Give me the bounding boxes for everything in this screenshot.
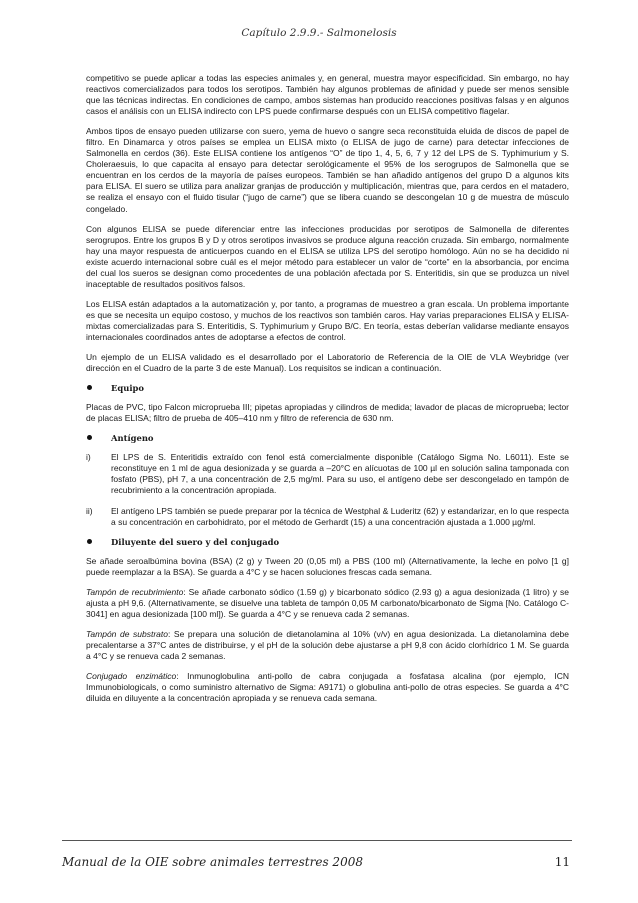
bullet-icon [87,435,92,440]
term-label: Tampón de recubrimiento [86,586,184,597]
list-item-number: i) [86,452,91,463]
document-body [86,73,569,713]
page-number: 11 [554,855,570,869]
paragraph-equipo: Placas de PVC, tipo Falcon microprueba III; pipetas apropiadas y cilindros de medida; lavador de placas de microprueba; lector de placas ELISA; filtro de prueba de 405–410 nm y filtro de referencia de 630 nm. [86,402,569,424]
section-heading-equipo: Equipo [86,383,569,394]
bullet-icon [87,539,92,544]
bullet-icon [87,385,92,390]
paragraph-diferenciar: Con algunos ELISA se puede diferenciar entre las infecciones producidas por serotipos de Salmonella de diferentes serogrupos. Entre los grupos B y D y otros serotipos invasivos se produce alguna reacción cruzada. Sin embargo, normalmente hay una mayor respuesta de anticuerpos cuando en el ELISA se utiliza LPS del serotipo homólogo. Aún no se ha decidido ni existe acuerdo internacional sobre cuál es el mejor método para establecer un valor de “corte” en la absorbancia, por encima del cual los sueros se designan como procedentes de una población afectada por S. Enteritidis, sin que se produzca un nivel inaceptable de resultados positivos falsos. [86,223,569,289]
term-label: Tampón de substrato [86,628,168,639]
paragraph-tampon-substrato: Tampón de substrato: Se prepara una solución de dietanolamina al 10% (v/v) en agua desionizada. La dietanolamina debe precalentarse a 37°C antes de distribuirse, y el pH de la solución debe ajustarse a pH 9,8 con ácido clorhídrico 1 M. Se guarda a 4°C y se renueva cada 2 semanas. [86,628,569,661]
list-item-number: ii) [86,505,93,516]
term-label: Conjugado enzimático [86,671,177,682]
paragraph-tampon-recubrimiento: Tampón de recubrimiento: Se añade carbonato sódico (1.59 g) y bicarbonato sódico (2.93 g) a agua desionizada (1 litro) y se ajusta a pH 9,6. (Alternativamente, se disuelve una tableta de tampón 0,05 M carbonato/bicarbonato de Sigma [No. Catálogo C-3041] en agua desionizada [100 ml]). Se guarda a 4°C y se renueva cada 2 semanas. [86,586,569,619]
running-header: Capítulo 2.9.9.- Salmonelosis [241,27,397,39]
list-item-antigeno-2 [86,506,569,528]
list-item-antigeno-1 [86,452,569,496]
paragraph-tipos-ensayo: Ambos tipos de ensayo pueden utilizarse con suero, yema de huevo o sangre seca reconstituida eluida de discos de papel de filtro. En Dinamarca y otros países se emplea un ELISA mixto (o ELISA de jugo de carne) para detectar infecciones de Salmonella en cerdos (36). Este ELISA contiene los antígenos “O” de tipo 1, 4, 5, 6, 7 y 12 del LPS de S. Typhimurium y S. Choleraesuis, lo que capacita al ensayo para detectar serológicamente el 95% de los serogrupos de Salmonella que se encuentran en los cerdos de la mayoría de países europeos. También se han añadido antígenos del grupo D a algunos kits para ELISA. El suero se utiliza para analizar granjas de producción y multiplicación, mientras que, para cerdos en el matadero, se realiza el ensayo con el fluido tisular (“jugo de carne”) que se libera cuando se descongelan 10 g de muestra de músculo congelado. [86,126,569,214]
paragraph-competitivo: competitivo se puede aplicar a todas las especies animales y, en general, muestra mayor especificidad. Sin embargo, no hay reactivos comercializados para todos los serotipos. También hay algunos problemas de afinidad y puede ser menos sensible que las técnicas indirectas. En condiciones de campo, ambos sistemas han producido reacciones positivas falsas y en algunos casos el análisis con un ELISA indirecto con LPS puede confirmarse después con un ELISA competitivo flagelar. [86,73,569,117]
paragraph-automatizacion: Los ELISA están adaptados a la automatización y, por tanto, a programas de muestreo a gran escala. Un problema importante es que se necesita un equipo costoso, y muchos de los reactivos son también caros. Hay varias preparaciones ELISA y ELISA-mixtas comercializadas para S. Enteritidis, S. Typhimurium y Grupo B/C. En teoría, estas deberían validarse mediante ensayos internacionales coordinados antes de adoptarse a efectos de control. [86,298,569,342]
section-heading-diluyente: Diluyente del suero y del conjugado [86,537,569,548]
section-heading-antigeno: Antígeno [86,433,569,444]
paragraph-conjugado: Conjugado enzimático: Inmunoglobulina anti-pollo de cabra conjugada a fosfatasa alcalina (por ejemplo, ICN Immunobiologicals, o como suministro alternativo de Sigma: A9171) o globulina anti-pollo de otras especies. Se guarda a 4°C diluida en diluyente a la concentración apropiada y se renueva cada semana. [86,671,570,704]
list-item-text: El LPS de S. Enteritidis extraído con fenol está comercialmente disponible (Catálogo Sigma No. L6011). Este se reconstituye en 1 ml de agua desionizada y se guarda a –20°C en alícuotas de 100 µl en solución salina tamponada con fosfato (PBS), pH 7, a una concentración de 2,5 mg/ml. Para su uso, el antígeno debe ser descongelado en tampón de recubrimiento a la concentración apropiada. [111,452,569,496]
footer-title: Manual de la OIE sobre animales terrestres 2008 [62,855,363,869]
paragraph-diluyente: Se añade seroalbúmina bovina (BSA) (2 g) y Tween 20 (0,05 ml) a PBS (100 ml) (Alternativamente, la leche en polvo [1 g] puede reemplazar a la BSA). Se guarda a 4°C y se hacen soluciones frescas cada semana. [86,555,569,577]
footer-divider [62,840,572,841]
list-item-text: El antígeno LPS también se puede preparar por la técnica de Westphal & Luderitz (62) y estandarizar, en lo que respecta a su concentración en carbohidrato, por el método de Gerhardt (15) a una concentración ajustada a 1.000 µg/ml. [111,505,569,527]
paragraph-ejemplo: Un ejemplo de un ELISA validado es el desarrollado por el Laboratorio de Referencia de la OIE de VLA Weybridge (ver dirección en el Cuadro de la parte 3 de este Manual). Los requisitos se indican a continuación. [86,352,569,374]
